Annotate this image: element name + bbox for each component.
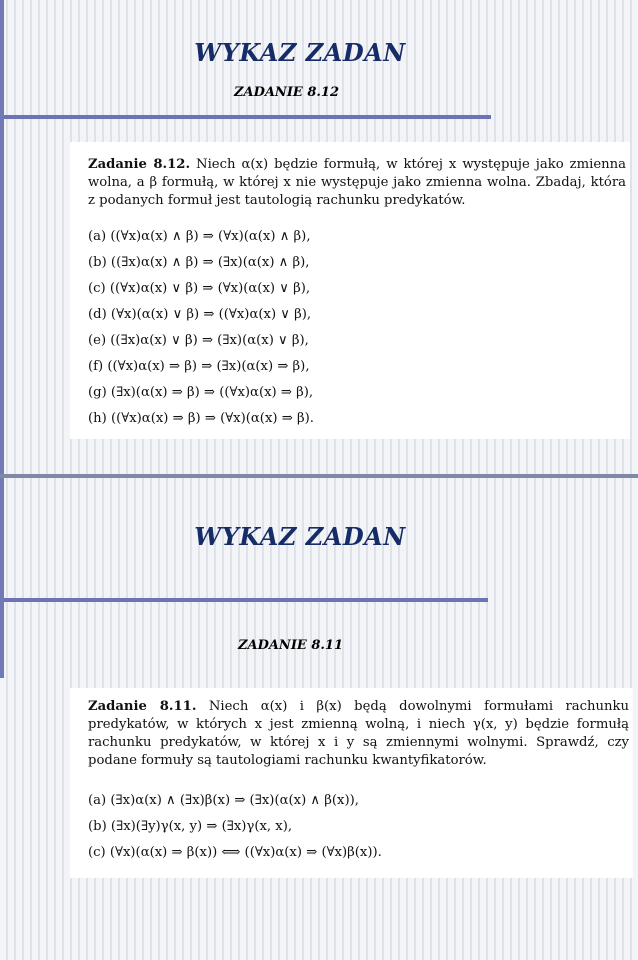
formula-item: (b) (∃x)(∃y)γ(x, y) ⇒ (∃x)γ(x, x), [88,819,293,834]
formula-item: (b) ((∃x)α(x) ∧ β) ⇒ (∃x)(α(x) ∧ β), [88,255,310,270]
heading-rule [4,598,488,602]
formula-item: (f) ((∀x)α(x) ⇒ β) ⇒ (∃x)(α(x) ⇒ β), [88,359,310,374]
task-panel [70,688,633,878]
formula-item: (c) (∀x)(α(x) ⇒ β(x)) ⟺ ((∀x)α(x) ⇒ (∀x)β(x)). [88,845,382,860]
formula-list [88,788,629,866]
task-text: Niech α(x) i β(x) będą dowolnymi formułami rachunku predykatów, w których x jest zmienną wolną, i niech γ(x, y) będzie formułą rachunku predykatów, w której x i y są zmiennymi wolnymi. Sprawdź, czy podane formuły są tautologiami rachunku kwantyfikatorów. [88,699,629,768]
formula-item: (h) ((∀x)α(x) ⇒ β) ⇒ (∀x)(α(x) ⇒ β). [88,411,314,426]
formula-list [88,224,626,432]
heading-rule [4,115,491,119]
slide-subheading: ZADANIE 8.12 [234,85,339,100]
formula-item: (a) (∃x)α(x) ∧ (∃x)β(x) ⇒ (∃x)(α(x) ∧ β(x)), [88,793,359,808]
task-panel [70,142,630,439]
task-description [88,698,629,770]
formula-item: (c) ((∀x)α(x) ∨ β) ⇒ (∀x)(α(x) ∨ β), [88,281,311,296]
task-description [88,156,626,210]
slide-heading: WYKAZ ZADAN [194,38,406,67]
slide-1 [0,0,638,474]
slide-2 [0,478,638,960]
slide-edge [0,0,4,474]
slide-subheading: ZADANIE 8.11 [238,638,343,653]
slide-edge [0,478,4,678]
slide-heading: WYKAZ ZADAN [194,522,406,551]
formula-item: (g) (∃x)(α(x) ⇒ β) ⇒ ((∀x)α(x) ⇒ β), [88,385,314,400]
task-label: Zadanie 8.11. [88,699,197,714]
task-label: Zadanie 8.12. [88,157,191,172]
formula-item: (a) ((∀x)α(x) ∧ β) ⇒ (∀x)(α(x) ∧ β), [88,229,311,244]
task-text: Niech α(x) będzie formułą, w której x występuje jako zmienna wolna, a β formułą, w której x nie występuje jako zmienna wolna. Zbadaj, która z podanych formuł jest tautologią rachunku predykatów. [88,157,626,208]
formula-item: (d) (∀x)(α(x) ∨ β) ⇒ ((∀x)α(x) ∨ β), [88,307,312,322]
formula-item: (e) ((∃x)α(x) ∨ β) ⇒ (∃x)(α(x) ∨ β), [88,333,309,348]
